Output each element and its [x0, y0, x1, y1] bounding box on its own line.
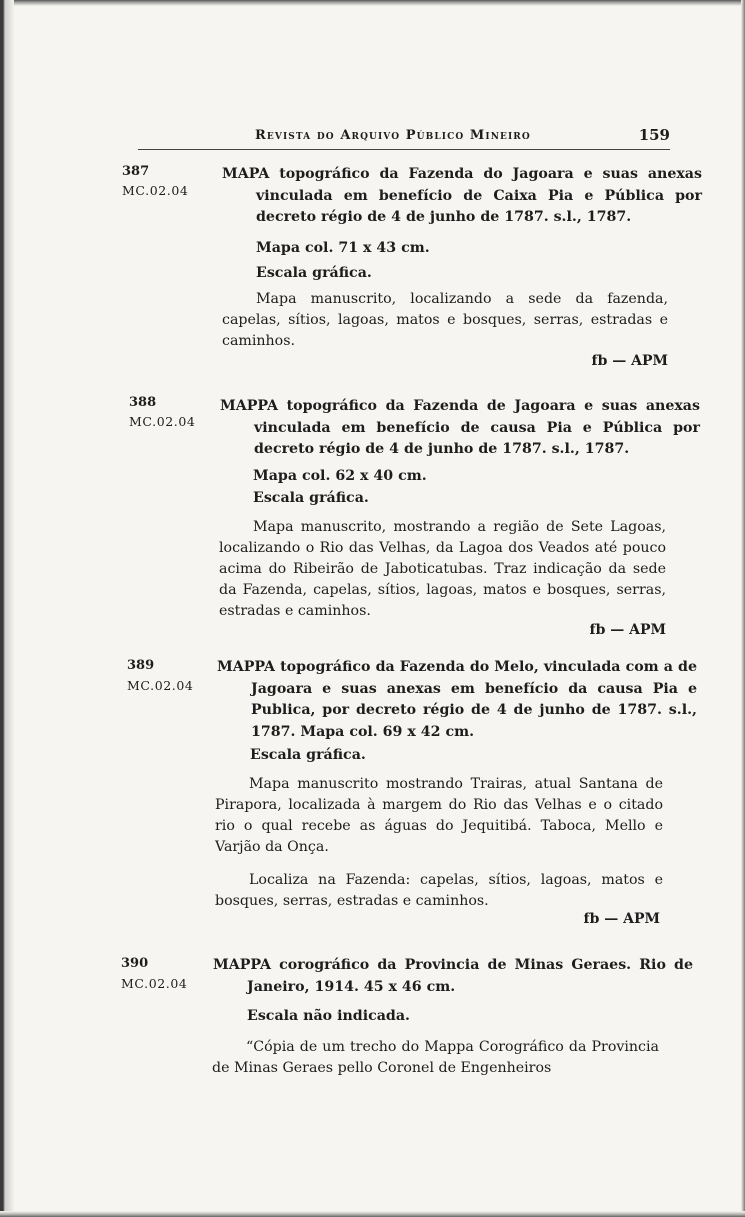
- entry-title: MAPPA topográfico da Fazenda do Melo, vinculada com a de Jagoara e suas anexas em benefício da causa Pia e Publica, por decreto régio de 4 de junho de 1787. s.l., 1787. Mapa col. 69 x 42 cm.: [217, 659, 697, 740]
- entry-number: 389: [127, 658, 155, 673]
- page-top-edge: [0, 0, 745, 6]
- entry-number: 388: [129, 395, 157, 410]
- entry-source: fb — APM: [589, 622, 666, 638]
- entry-description-2: Localiza na Fazenda: capelas, sítios, lagoas, matos e bosques, serras, estradas e caminhos.: [215, 872, 663, 909]
- entry-code: MC.02.04: [122, 183, 189, 198]
- page-left-edge: [0, 0, 14, 1217]
- header-rule: [138, 149, 670, 150]
- page-bottom-edge: [0, 1211, 745, 1217]
- entry-dimensions: Mapa col. 62 x 40 cm.: [253, 468, 427, 484]
- entry-description: “Cópia de um trecho do Mappa Corográfico da Provincia de Minas Geraes pello Coronel de Engenheiros: [212, 1039, 659, 1076]
- entry-number: 390: [121, 956, 149, 971]
- entry-scale: Escala gráfica.: [250, 747, 366, 763]
- journal-title: Revista do Arquivo Público Mineiro: [255, 128, 531, 143]
- entry-scale: Escala não indicada.: [247, 1008, 410, 1024]
- entry-number: 387: [122, 164, 150, 179]
- entry-scale: Escala gráfica.: [253, 490, 369, 506]
- entry-title: MAPPA corográfico da Provincia de Minas Geraes. Rio de Janeiro, 1914. 45 x 46 cm.: [213, 957, 693, 995]
- page-right-edge: [741, 0, 745, 1217]
- page-number: 159: [638, 126, 670, 144]
- entry-scale: Escala gráfica.: [256, 265, 372, 281]
- entry-title: MAPPA topográfico da Fazenda de Jagoara e suas anexas vinculada em benefício de causa Pia e Pública por decreto régio de 4 de junho de 1787. s.l., 1787.: [220, 398, 700, 457]
- running-header: [138, 128, 670, 152]
- entry-title: MAPA topográfico da Fazenda do Jagoara e suas anexas vinculada em benefício de Caixa Pia e Pública por decreto régio de 4 de junho de 1787. s.l., 1787.: [222, 166, 702, 225]
- entry-source: fb — APM: [591, 353, 668, 369]
- entry-code: MC.02.04: [127, 678, 194, 693]
- entry-description: Mapa manuscrito mostrando Trairas, atual Santana de Pirapora, localizada à margem do Rio das Velhas e o citado rio o qual recebe as águas do Jequitibá. Taboca, Mello e Varjão da Onça.: [215, 776, 663, 855]
- entry-source: fb — APM: [583, 911, 660, 927]
- entry-description: Mapa manuscrito, localizando a sede da fazenda, capelas, sítios, lagoas, matos e bosques, serras, estradas e caminhos.: [222, 291, 668, 349]
- entry-code: MC.02.04: [129, 414, 196, 429]
- entry-code: MC.02.04: [121, 976, 188, 991]
- entry-description: Mapa manuscrito, mostrando a região de Sete Lagoas, localizando o Rio das Velhas, da Lagoa dos Veados até pouco acima do Ribeirão de Jaboticatubas. Traz indicação da sede da Fazenda, capelas, sítios, lagoas, matos e bosques, serras, estradas e caminhos.: [219, 519, 666, 619]
- entry-dimensions: Mapa col. 71 x 43 cm.: [256, 240, 430, 256]
